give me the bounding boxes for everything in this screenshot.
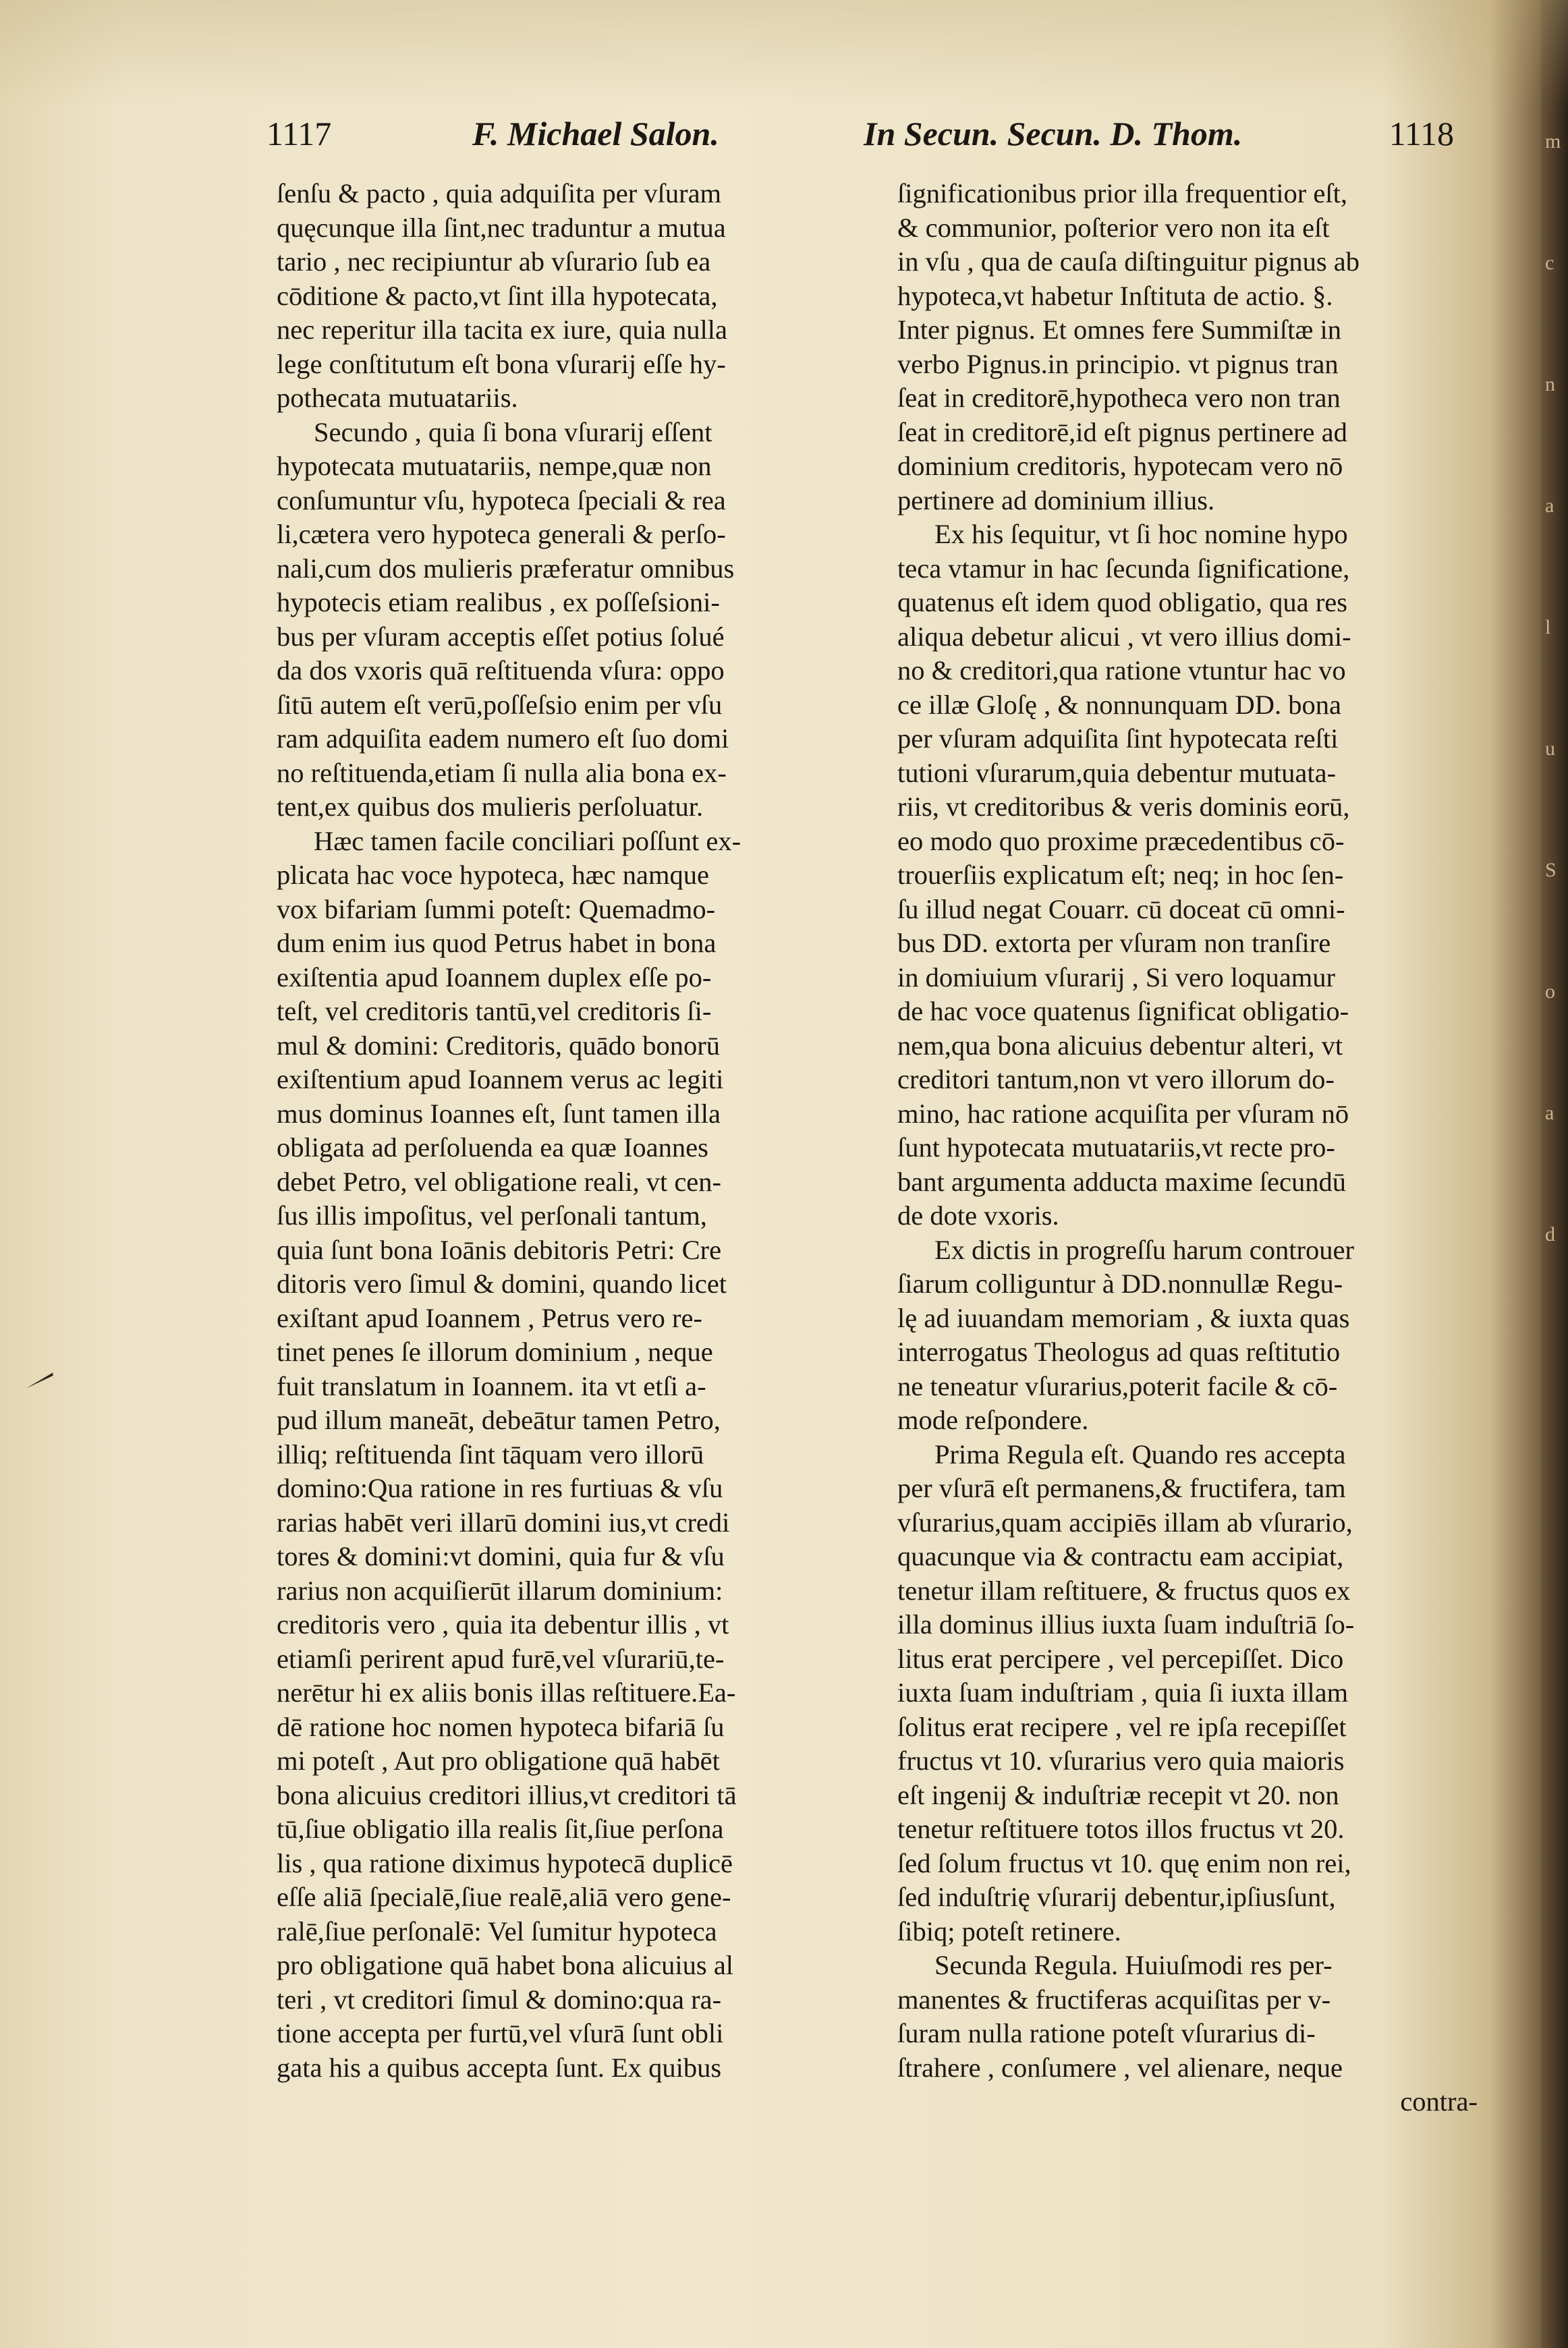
text-line: in vſu , qua de cauſa diſtinguitur pignus ab [897,246,1360,277]
text-line: teſt, vel creditoris tantū,vel creditoris ſi- [277,996,712,1026]
text-line: verbo Pignus.in principio. vt pignus tran [897,348,1339,379]
text-line: riis, vt creditoribus & veris dominis eorū, [897,791,1350,822]
text-line: nali,cum dos mulieris præferatur omnibus [277,553,735,584]
text-line: iuxta ſuam induſtriam , quia ſi iuxta illam [897,1677,1349,1708]
text-line: tutioni vſurarum,quia debentur mutuata- [897,757,1337,788]
text-line: vox bifariam ſummi poteſt: Quemadmo- [277,893,716,924]
text-line: no reſtituenda,etiam ſi nulla alia bona ex- [277,757,727,788]
text-line: eo modo quo proxime præcedentibus cō- [897,825,1345,856]
text-line: tione accepta per furtū,vel vſurā ſunt obli [277,2018,724,2048]
text-line: de dote vxoris. [897,1200,1059,1231]
text-line: fuit translatum in Ioannem. ita vt etſi a- [277,1370,706,1401]
text-line: ne teneatur vſurarius,poterit facile & cō- [897,1370,1338,1401]
margin-fragment: S [1545,859,1557,881]
text-line: lege conſtitutum eſt bona vſurarij eſſe hy- [277,348,726,379]
text-line: hypotecis etiam realibus , ex poſſeſsioni- [277,587,720,617]
text-line: fructus vt 10. vſurarius vero quia maioris [897,1745,1345,1776]
text-line: vſurarius,quam accipiēs illam ab vſurario, [897,1507,1353,1538]
text-line: litus erat percipere , vel percepiſſet. Dico [897,1643,1344,1674]
text-line: ſignificationibus prior illa frequentior eſt, [897,178,1347,208]
text-line: bus per vſuram acceptis eſſet potius ſolué [277,621,725,652]
margin-fragment: o [1545,980,1555,1003]
text-line: de hac voce quatenus ſignificat obligatio- [897,996,1349,1026]
text-line: ſeat in creditorē,id eſt pignus pertinere ad [897,416,1347,447]
text-line: teri , vt creditori ſimul & domino:qua ra- [277,1984,722,2015]
margin-fragment: c [1545,252,1555,274]
text-line: per vſuram adquiſita ſint hypotecata reſti [897,723,1339,754]
text-line: & communior, poſterior vero non ita eſt [897,212,1330,243]
text-line: lę ad iuuandam memoriam , & iuxta quas [897,1302,1350,1333]
margin-fragment: a [1545,495,1555,517]
text-line: ſus illis impoſitus, vel perſonali tantum, [277,1200,707,1231]
text-line: ſenſu & pacto , quia adquiſita per vſuram [277,178,722,208]
text-line: per vſurā eſt permanens,& fructifera, tam [897,1473,1346,1503]
text-line: nerētur hi ex aliis bonis illas reſtituere.Ea- [277,1677,736,1708]
text-line: tū,ſiue obligatio illa realis ſit,ſiue perſona [277,1814,724,1844]
text-line: bona alicuius creditori illius,vt creditori tā [277,1779,737,1810]
text-line: tores & domini:vt domini, quia fur & vſu [277,1541,725,1571]
text-line: in domiuium vſurarij , Si vero loquamur [897,961,1336,993]
text-line: dominium creditoris, hypotecam vero nō [897,451,1343,481]
text-line: no & creditori,qua ratione vtuntur hac vo [897,655,1346,686]
text-line: nec reperitur illa tacita ex iure, quia nulla [277,314,727,345]
text-line: bus DD. extorta per vſuram non tranſire [897,928,1331,958]
text-line: creditoris vero , quia ita debentur illis , vt [277,1609,729,1640]
text-line: domino:Qua ratione in res furtiuas & vſu [277,1473,723,1503]
text-line: pro obligatione quā habet bona alicuius al [277,1950,734,1980]
text-line: conſumuntur vſu, hypoteca ſpeciali & rea [277,484,726,515]
text-line: contra- [1400,2086,1478,2117]
text-line: exiſtentia apud Ioannem duplex eſſe po- [277,961,712,993]
text-line: rarius non acquiſierūt illarum dominium: [277,1575,723,1606]
text-line: bant argumenta adducta maxime ſecundū [897,1166,1347,1197]
text-line: ſu illud negat Couarr. cū doceat cū omni- [897,893,1345,924]
text-line: lis , qua ratione diximus hypotecā duplicē [277,1847,733,1878]
text-line: ſuram nulla ratione poteſt vſurarius di- [897,2018,1316,2048]
text-line: pothecata mutuatariis. [277,383,518,413]
text-line: Ex his ſequitur, vt ſi hoc nomine hypo [934,519,1348,549]
text-line: mus dominus Ioannes eſt, ſunt tamen illa [277,1098,721,1129]
text-line: ſtrahere , conſumere , vel alienare, neque [897,2052,1343,2083]
text-line: da dos vxoris quā reſtituenda vſura: oppo [277,655,725,686]
text-line: hypotecata mutuatariis, nempe,quæ non [277,451,712,481]
text-line: tinet penes ſe illorum dominium , neque [277,1337,713,1367]
text-line: eſt ingenij & induſtriæ recepit vt 20. non [897,1779,1339,1810]
margin-fragment: n [1545,373,1555,395]
text-line: Prima Regula eſt. Quando res accepta [934,1438,1346,1470]
text-line: ſeat in creditorē,hypotheca vero non tran [897,383,1341,413]
text-line: exiſtant apud Ioannem , Petrus vero re- [277,1302,702,1333]
text-line: dē ratione hoc nomen hypoteca bifariā ſu [277,1711,725,1742]
text-line: quacunque via & contractu eam accipiat, [897,1541,1344,1571]
text-line: ditoris vero ſimul & domini, quando licet [277,1268,727,1299]
page-number-left: 1117 [267,115,332,152]
text-line: mino, hac ratione acquiſita per vſuram nō [897,1098,1349,1129]
text-line: ce illæ Gloſę , & nonnunquam DD. bona [897,689,1342,720]
text-line: Hæc tamen facile conciliari poſſunt ex- [314,825,741,856]
text-line: obligata ad perſoluenda ea quæ Ioannes [277,1132,708,1163]
text-line: trouerſiis explicatum eſt; neq; in hoc ſen- [897,860,1344,890]
text-line: teca vtamur in hac ſecunda ſignificatione, [897,553,1350,584]
text-line: manentes & fructiferas acquiſitas per v- [897,1984,1331,2015]
ink-mark [23,1369,57,1393]
text-line: tenetur reſtituere totos illos fructus vt 20. [897,1814,1345,1844]
margin-fragment: d [1545,1223,1555,1246]
text-line: quatenus eſt idem quod obligatio, qua res [897,587,1347,617]
text-line: aliqua debetur alicui , vt vero illius domi- [897,621,1351,652]
text-line: debet Petro, vel obligatione reali, vt cen- [277,1166,722,1197]
text-line: ſolitus erat recipere , vel re ipſa recepiſſet [897,1711,1347,1742]
text-line: ſunt hypotecata mutuatariis,vt recte pro- [897,1132,1335,1163]
text-line: ralē,ſiue perſonalē: Vel ſumitur hypoteca [277,1916,717,1947]
text-line: exiſtentium apud Ioannem verus ac legiti [277,1064,724,1094]
text-line: tario , nec recipiuntur ab vſurario ſub ea [277,246,711,277]
text-line: mul & domini: Creditoris, quādo bonorū [277,1030,720,1061]
text-line: li,cætera vero hypoteca generali & perſo- [277,519,726,549]
text-line: ſitū autem eſt verū,poſſeſsio enim per vſu [277,689,723,720]
text-line: illiq; reſtituenda ſint tāquam vero illorū [277,1438,704,1470]
text-line: Secunda Regula. Huiuſmodi res per- [934,1950,1333,1980]
text-line: quia ſunt bona Ioānis debitoris Petri: Cre [277,1234,722,1265]
text-line: ſed induſtrię vſurarij debentur,ipſiusſunt, [897,1882,1336,1912]
page-number-right: 1118 [1389,115,1454,152]
adjacent-page-fragments [1545,81,1568,1295]
margin-fragment: l [1545,616,1551,638]
text-line: nem,qua bona alicuius debentur alteri, vt [897,1030,1343,1061]
text-line: etiamſi perirent apud furē,vel vſurariū,te- [277,1643,725,1674]
text-line: gata his a quibus accepta ſunt. Ex quibus [277,2052,722,2083]
margin-fragment: m [1545,130,1561,152]
text-line: plicata hac voce hypoteca, hæc namque [277,860,709,890]
text-line: pertinere ad dominium illius. [897,484,1215,515]
text-line: tent,ex quibus dos mulieris perſoluatur. [277,791,704,822]
text-line: illa dominus illius iuxta ſuam induſtriā ſo- [897,1609,1355,1640]
text-line: Ex dictis in progreſſu harum controuer [934,1234,1354,1265]
text-line: ſiarum colliguntur à DD.nonnullæ Regu- [897,1268,1343,1299]
text-line: hypoteca,vt habetur Inſtituta de actio. §. [897,280,1333,311]
right-text-column [897,177,1478,2119]
margin-fragment: u [1545,737,1555,760]
text-line: Inter pignus. Et omnes fere Summiſtæ in [897,314,1342,345]
text-line: ſibiq; poteſt retinere. [897,1916,1121,1947]
text-line: interrogatus Theologus ad quas reſtitutio [897,1337,1341,1367]
running-header [267,107,1454,161]
text-line: tenetur illam reſtituere, & fructus quos ex [897,1575,1351,1606]
text-line: rarias habēt veri illarū domini ius,vt credi [277,1507,730,1538]
margin-fragment: a [1545,1102,1555,1124]
text-line: ſed ſolum fructus vt 10. quę enim non rei, [897,1847,1351,1878]
text-line: cōditione & pacto,vt ſint illa hypotecata, [277,280,718,311]
text-line: mode reſpondere. [897,1405,1089,1435]
text-line: pud illum maneāt, debeātur tamen Petro, [277,1405,721,1435]
text-line: quęcunque illa ſint,nec traduntur a mutua [277,212,726,243]
text-line: dum enim ius quod Petrus habet in bona [277,928,717,958]
running-title-left: F. Michael Salon. [472,115,719,152]
text-line: eſſe aliā ſpecialē,ſiue realē,aliā vero gene- [277,1882,731,1912]
text-line: creditori tantum,non vt vero illorum do- [897,1064,1335,1094]
text-line: mi poteſt , Aut pro obligatione quā habēt [277,1745,720,1776]
text-line: ram adquiſita eadem numero eſt ſuo domi [277,723,729,754]
running-title-right: In Secun. Secun. D. Thom. [864,115,1243,152]
left-text-column [277,177,850,2085]
text-line: Secundo , quia ſi bona vſurarij eſſent [314,416,712,447]
